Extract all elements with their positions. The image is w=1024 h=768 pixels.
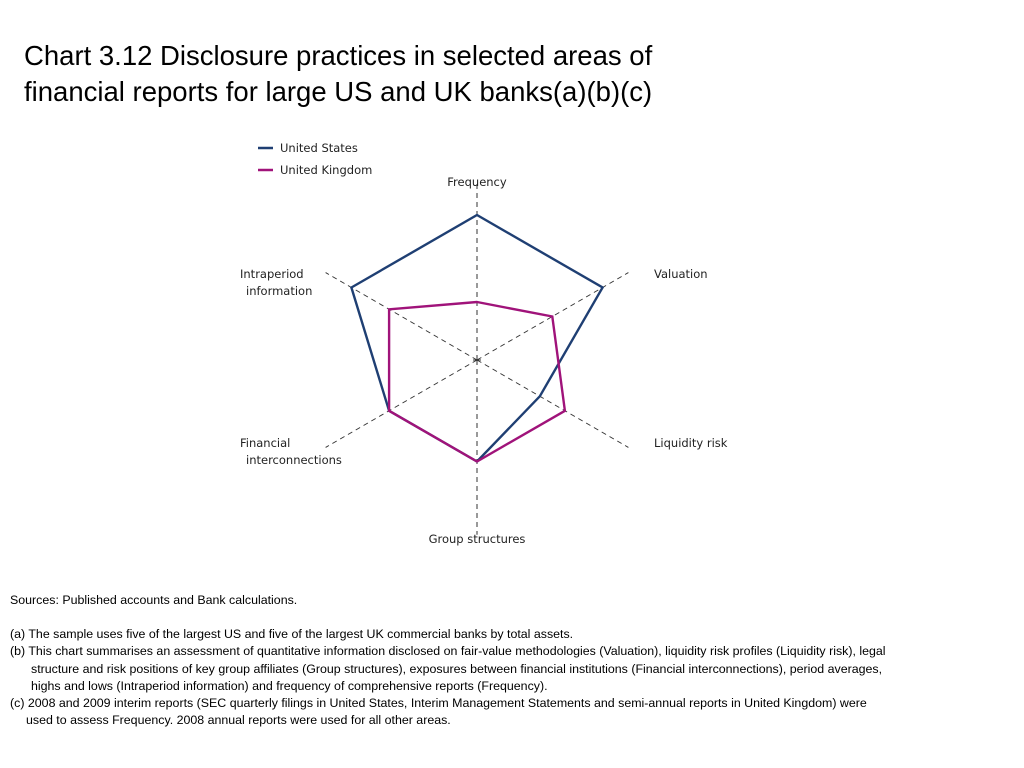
axis-label-liquidity-risk: Liquidity risk [654,436,728,450]
axis-label-group-structures: Group structures [428,532,526,546]
footnote-c-line-2: used to assess Frequency. 2008 annual reports were used for all other areas. [26,713,451,728]
footnote-a: (a) The sample uses five of the largest US and five of the largest UK commercial banks by total assets. [10,627,574,642]
axis-label-intraperiod-information-1: Intraperiod [240,267,304,281]
axis-label-financial-interconnections-2: interconnections [246,453,342,467]
radar-center-marker [473,356,481,364]
chart-legend [258,141,372,177]
footnote-c-line-1: (c) 2008 and 2009 interim reports (SEC quarterly filings in United States, Interim Management Statements and semi-annual reports in United Kingdom) were [10,696,867,711]
footnote-b-line-1: (b) This chart summarises an assessment of quantitative information disclosed on fair-value methodologies (Valuation), liquidity risk profiles (Liquidity risk), legal [10,644,886,659]
legend-label-united-states: United States [280,141,358,155]
chart-title-line-1: Chart 3.12 Disclosure practices in selected areas of [24,40,653,71]
spoke-intraperiod-information [326,273,477,360]
footnote-b-line-2: structure and risk positions of key group affiliates (Group structures), exposures between financial institutions (Financial interconnections), period averages, [31,661,883,676]
spoke-financial-interconnections [326,360,477,447]
footnote-b-line-3: highs and lows (Intraperiod information) and frequency of comprehensive reports (Frequency). [31,678,548,693]
axis-label-valuation: Valuation [654,267,708,281]
axis-label-financial-interconnections-1: Financial [240,436,291,450]
chart-title-line-2: financial reports for large US and UK banks(a)(b)(c) [24,76,653,107]
sources-note: Sources: Published accounts and Bank calculations. [10,593,298,607]
legend-label-united-kingdom: United Kingdom [280,163,373,177]
axis-label-intraperiod-information-2: information [246,284,313,298]
axis-label-frequency: Frequency [447,175,507,189]
chart-notes [10,592,1020,729]
